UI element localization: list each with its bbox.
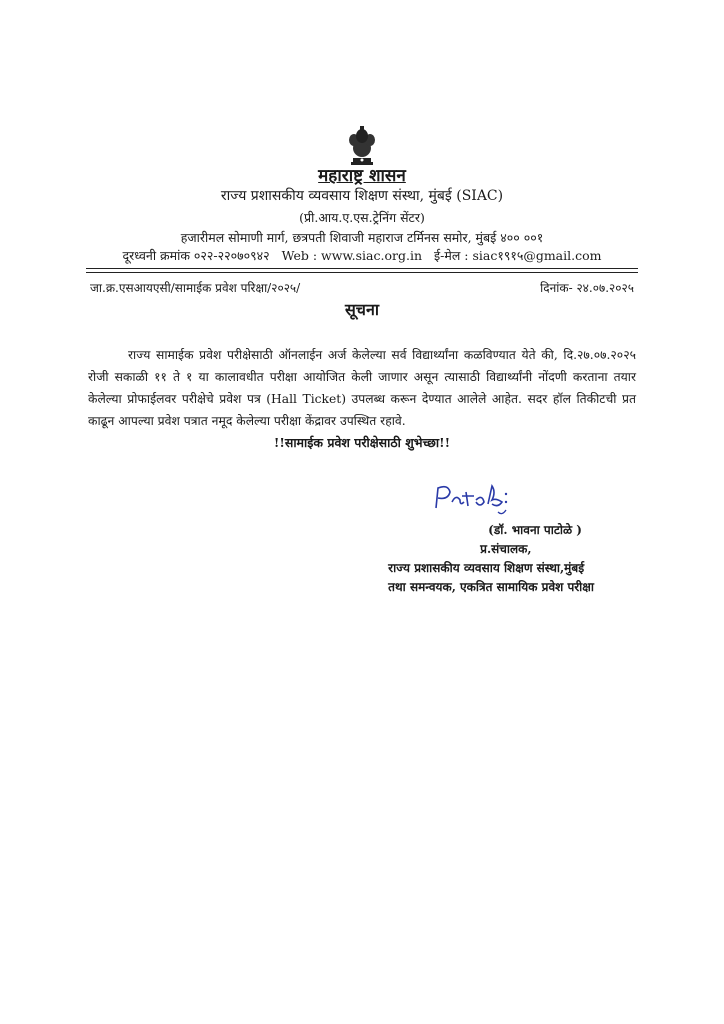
signatory-institute: राज्य प्रशासकीय व्यवसाय शिक्षण संस्था,मुंबई (388, 561, 585, 575)
notice-date: दिनांक- २४.०७.२०२५ (540, 281, 634, 295)
notice-title: सूचना (344, 300, 379, 319)
signatory-name: (डॉ. भावना पाटोळे ) (488, 523, 582, 537)
header-divider (86, 268, 638, 269)
signatory-role: तथा समन्वयक, एकत्रित सामायिक प्रवेश परीक्षा (388, 580, 594, 594)
reference-number: जा.क्र.एसआयएसी/सामाईक प्रवेश परिक्षा/२०२५/ (90, 281, 301, 295)
phone-number: दूरध्वनी क्रमांक ०२२-२२०७०९४२ (122, 248, 270, 263)
signatory-block (388, 521, 594, 597)
government-title: महाराष्ट्र शासन (318, 166, 406, 186)
institute-name: राज्य प्रशासकीय व्यवसाय शिक्षण संस्था, मुंबई (SIAC) (220, 188, 504, 204)
website-link[interactable]: Web : www.siac.org.in (281, 248, 422, 263)
email-address[interactable]: ई-मेल : siac१९१५@gmail.com (433, 248, 602, 263)
signatory-designation: प्र.संचालक, (480, 542, 532, 556)
state-emblem-icon (345, 124, 379, 168)
handwritten-signature (426, 478, 546, 522)
wishes-line: !!सामाईक प्रवेश परीक्षेसाठी शुभेच्छा!! (273, 435, 451, 450)
notice-body: राज्य सामाईक प्रवेश परीक्षेसाठी ऑनलाईन अर्ज केलेल्या सर्व विद्यार्थ्यांना कळविण्यात येते की, दि.२७.०७.२०२५ रोजी सकाळी ११ ते १ या कालावधीत परीक्षा आयोजित केली जाणार असून त्यासाठी विद्यार्थ्यांनी नोंदणी करताना तयार केलेल्या प्रोफाईलवर परीक्षेचे प्रवेश पत्र (Hall Ticket) उपलब्ध करून देण्यात आलेले आहेत. सदर हॉल तिकीटची प्रत काढून आपल्या प्रवेश पत्रात नमूद केलेल्या परीक्षा केंद्रावर उपस्थित रहावे. (88, 348, 636, 428)
header-divider-double (86, 272, 638, 273)
contact-line (0, 247, 724, 264)
institute-address: हजारीमल सोमाणी मार्ग, छत्रपती शिवाजी महाराज टर्मिनस समोर, मुंबई ४०० ००१ (180, 230, 544, 245)
institute-subtitle: (प्री.आय.ए.एस.ट्रेनिंग सेंटर) (299, 210, 425, 225)
